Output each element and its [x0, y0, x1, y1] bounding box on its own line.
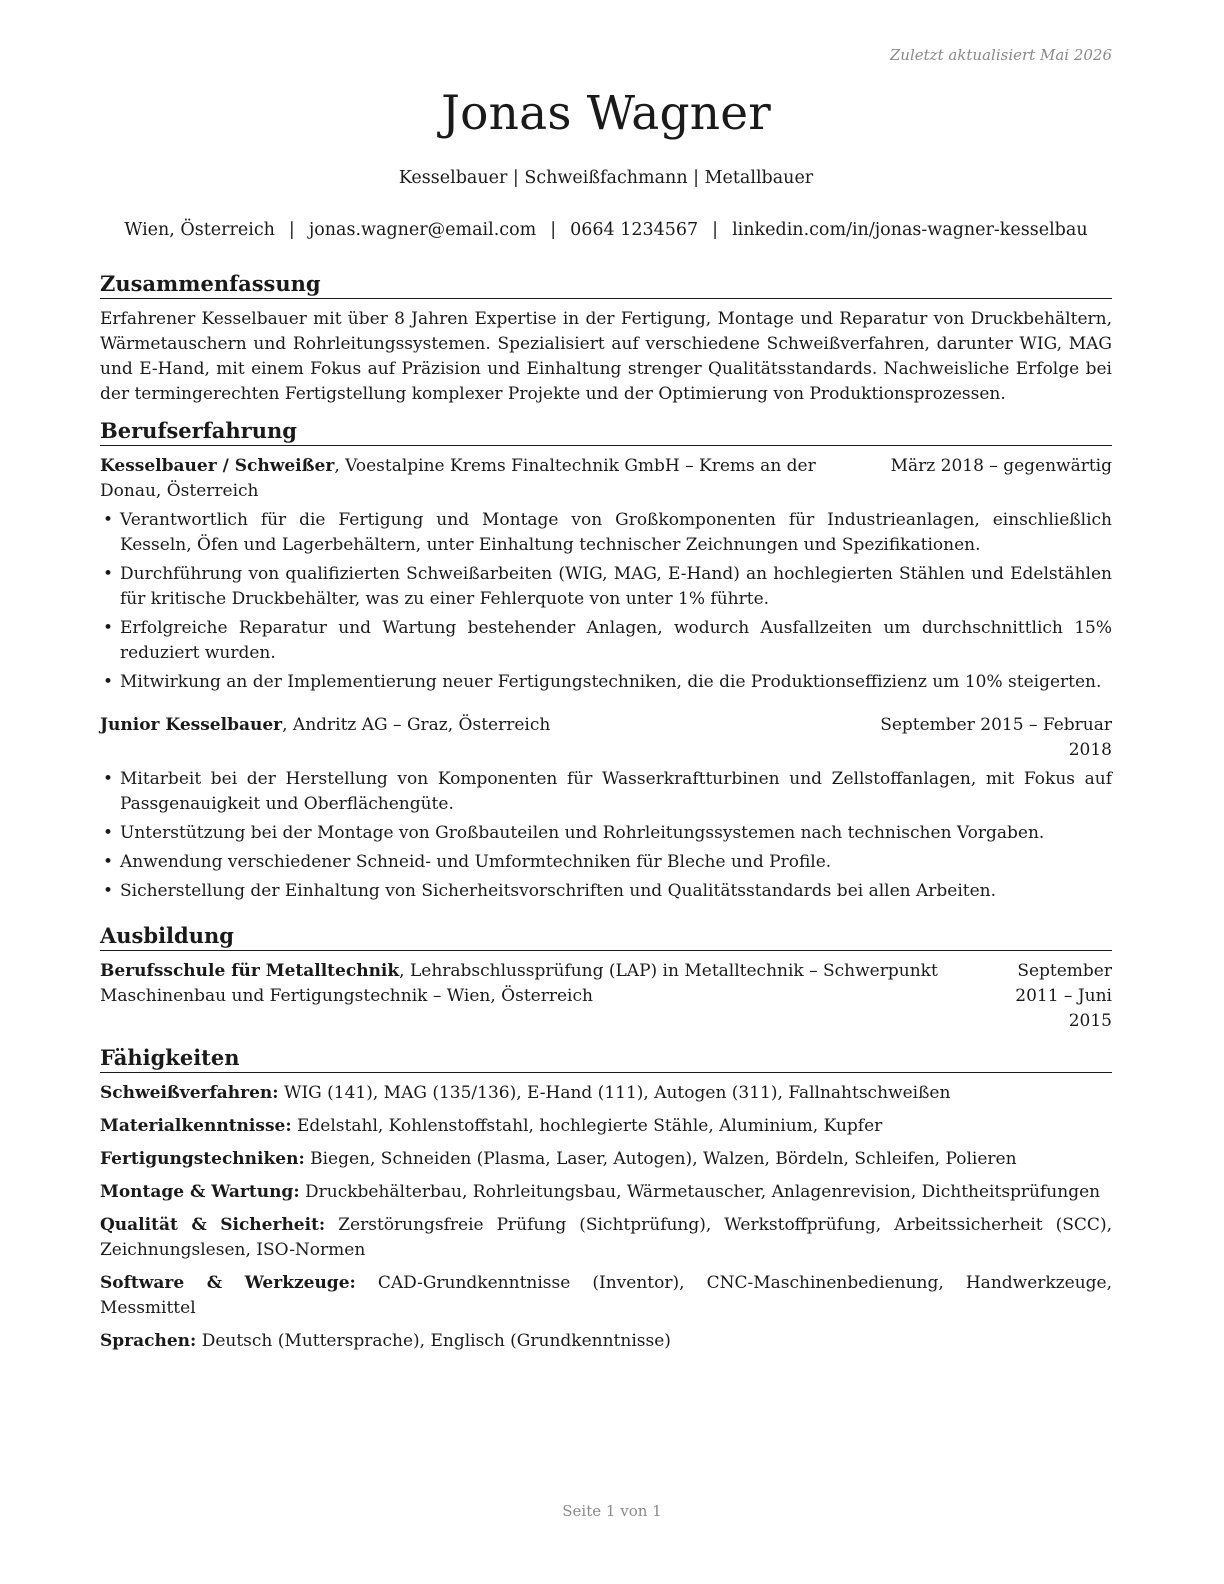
skill-row	[100, 1147, 1112, 1172]
resume-content	[100, 270, 1112, 1364]
last-updated: Zuletzt aktualisiert Mai 2026	[889, 46, 1112, 64]
contact-separator: |	[712, 220, 719, 240]
education-dates: September 2011 – Juni 2015	[1015, 961, 1112, 1031]
skill-label: Qualität & Sicherheit:	[100, 1215, 326, 1235]
skill-value: CAD-Grundkenntnisse (Inventor), CNC-Maschinenbedienung, Handwerkzeuge, Messmittel	[100, 1273, 1112, 1318]
job-employer: , Andritz AG – Graz, Österreich	[282, 715, 551, 735]
section-title-summary: Zusammenfassung	[100, 270, 1112, 299]
contact-location: Wien, Österreich	[124, 220, 275, 240]
list-item: • Mitarbeit bei der Herstellung von Komponenten für Wasserkraftturbinen und Zellstoffanlagen, mit Fokus auf Passgenauigkeit und Oberflächengüte.	[100, 767, 1112, 817]
education-section	[100, 922, 1112, 1034]
job-title-line	[100, 454, 891, 504]
list-item: • Anwendung verschiedener Schneid- und Umformtechniken für Bleche und Profile.	[100, 850, 1112, 875]
page-number: Seite 1 von 1	[562, 1502, 662, 1520]
skill-row	[100, 1114, 1112, 1139]
contact-linkedin[interactable]: linkedin.com/in/jonas-wagner-kesselbau	[732, 220, 1088, 240]
education-entry	[100, 959, 1112, 1034]
skill-label: Schweißverfahren:	[100, 1083, 279, 1103]
section-title-skills: Fähigkeiten	[100, 1044, 1112, 1073]
list-item: • Sicherstellung der Einhaltung von Sicherheitsvorschriften und Qualitätsstandards bei allen Arbeiten.	[100, 879, 1112, 904]
job-bullets	[100, 508, 1112, 695]
candidate-name: Jonas Wagner	[441, 86, 771, 141]
skill-row	[100, 1180, 1112, 1205]
skill-row	[100, 1081, 1112, 1106]
contact-separator: |	[288, 220, 295, 240]
job-role: Kesselbauer / Schweißer	[100, 456, 335, 476]
summary-text: Erfahrener Kesselbauer mit über 8 Jahren Expertise in der Fertigung, Montage und Reparatur von Druckbehältern, Wärmetauschern und Rohrleitungssystemen. Spezialisiert auf verschiedene Schweißverfahren, darunter WIG, MAG und E-Hand, mit einem Fokus auf Präzision und Einhaltung strenger Qualitätsstandards. Nachweisliche Erfolge bei der termingerechten Fertigstellung komplexer Projekte und der Optimierung von Produktionsprozessen.	[100, 309, 1112, 404]
skill-row	[100, 1329, 1112, 1354]
education-details: , Lehrabschlussprüfung (LAP) in Metalltechnik – Schwerpunkt Maschinenbau und Fertigungstechnik – Wien, Österreich	[100, 961, 938, 1006]
list-item: • Durchführung von qualifizierten Schweißarbeiten (WIG, MAG, E-Hand) an hochlegierten Stählen und Edelstählen für kritische Druckbehälter, was zu einer Fehlerquote von unter 1% führte.	[100, 562, 1112, 612]
summary-section	[100, 270, 1112, 407]
skill-value: Druckbehälterbau, Rohrleitungsbau, Wärmetauscher, Anlagenrevision, Dichtheitsprüfungen	[299, 1182, 1101, 1202]
experience-section	[100, 417, 1112, 904]
list-item: • Mitwirkung an der Implementierung neuer Fertigungstechniken, die die Produktionseffizienz um 10% steigerten.	[100, 670, 1112, 695]
headline: Kesselbauer | Schweißfachmann | Metallbauer	[398, 168, 814, 188]
job-entry	[100, 713, 1112, 904]
skill-value: Edelstahl, Kohlenstoffstahl, hochlegierte Stähle, Aluminium, Kupfer	[291, 1116, 883, 1136]
education-line	[100, 959, 972, 1009]
contact-line	[100, 220, 1112, 240]
skill-label: Fertigungstechniken:	[100, 1149, 305, 1169]
job-header	[100, 454, 1112, 504]
job-title-line	[100, 713, 872, 738]
list-item: • Verantwortlich für die Fertigung und Montage von Großkomponenten für Industrieanlagen, einschließlich Kesseln, Öfen und Lagerbehältern, unter Einhaltung technischer Zeichnungen und Spezifikationen.	[100, 508, 1112, 558]
skill-value: Zerstörungsfreie Prüfung (Sichtprüfung), Werkstoffprüfung, Arbeitssicherheit (SCC), Zeichnungslesen, ISO-Normen	[100, 1215, 1112, 1260]
skill-value: Biegen, Schneiden (Plasma, Laser, Autogen), Walzen, Bördeln, Schleifen, Polieren	[304, 1149, 1017, 1169]
job-role: Junior Kesselbauer	[100, 715, 283, 735]
job-header	[100, 713, 1112, 763]
contact-email[interactable]: jonas.wagner@email.com	[308, 220, 537, 240]
contact-separator: |	[550, 220, 557, 240]
skill-value: Deutsch (Muttersprache), Englisch (Grundkenntnisse)	[196, 1331, 671, 1351]
job-entry	[100, 454, 1112, 695]
education-school: Berufsschule für Metalltechnik	[100, 961, 400, 981]
section-title-education: Ausbildung	[100, 922, 1112, 951]
section-title-experience: Berufserfahrung	[100, 417, 1112, 446]
skill-value: WIG (141), MAG (135/136), E-Hand (111), Autogen (311), Fallnahtschweißen	[278, 1083, 951, 1103]
job-dates: März 2018 – gegenwärtig	[890, 456, 1112, 476]
skill-label: Software & Werkzeuge:	[100, 1273, 356, 1293]
contact-phone[interactable]: 0664 1234567	[570, 220, 699, 240]
skill-row	[100, 1271, 1112, 1321]
skill-row	[100, 1213, 1112, 1263]
job-bullets	[100, 767, 1112, 904]
job-dates: September 2015 – Februar 2018	[880, 715, 1112, 760]
skills-section	[100, 1044, 1112, 1354]
skill-label: Montage & Wartung:	[100, 1182, 300, 1202]
skill-label: Materialkenntnisse:	[100, 1116, 292, 1136]
skill-label: Sprachen:	[100, 1331, 197, 1351]
list-item: • Unterstützung bei der Montage von Großbauteilen und Rohrleitungssystemen nach technischen Vorgaben.	[100, 821, 1112, 846]
list-item: • Erfolgreiche Reparatur und Wartung bestehender Anlagen, wodurch Ausfallzeiten um durchschnittlich 15% reduziert wurden.	[100, 616, 1112, 666]
job-employer: , Voestalpine Krems Finaltechnik GmbH – Krems an der Donau, Österreich	[100, 456, 816, 501]
